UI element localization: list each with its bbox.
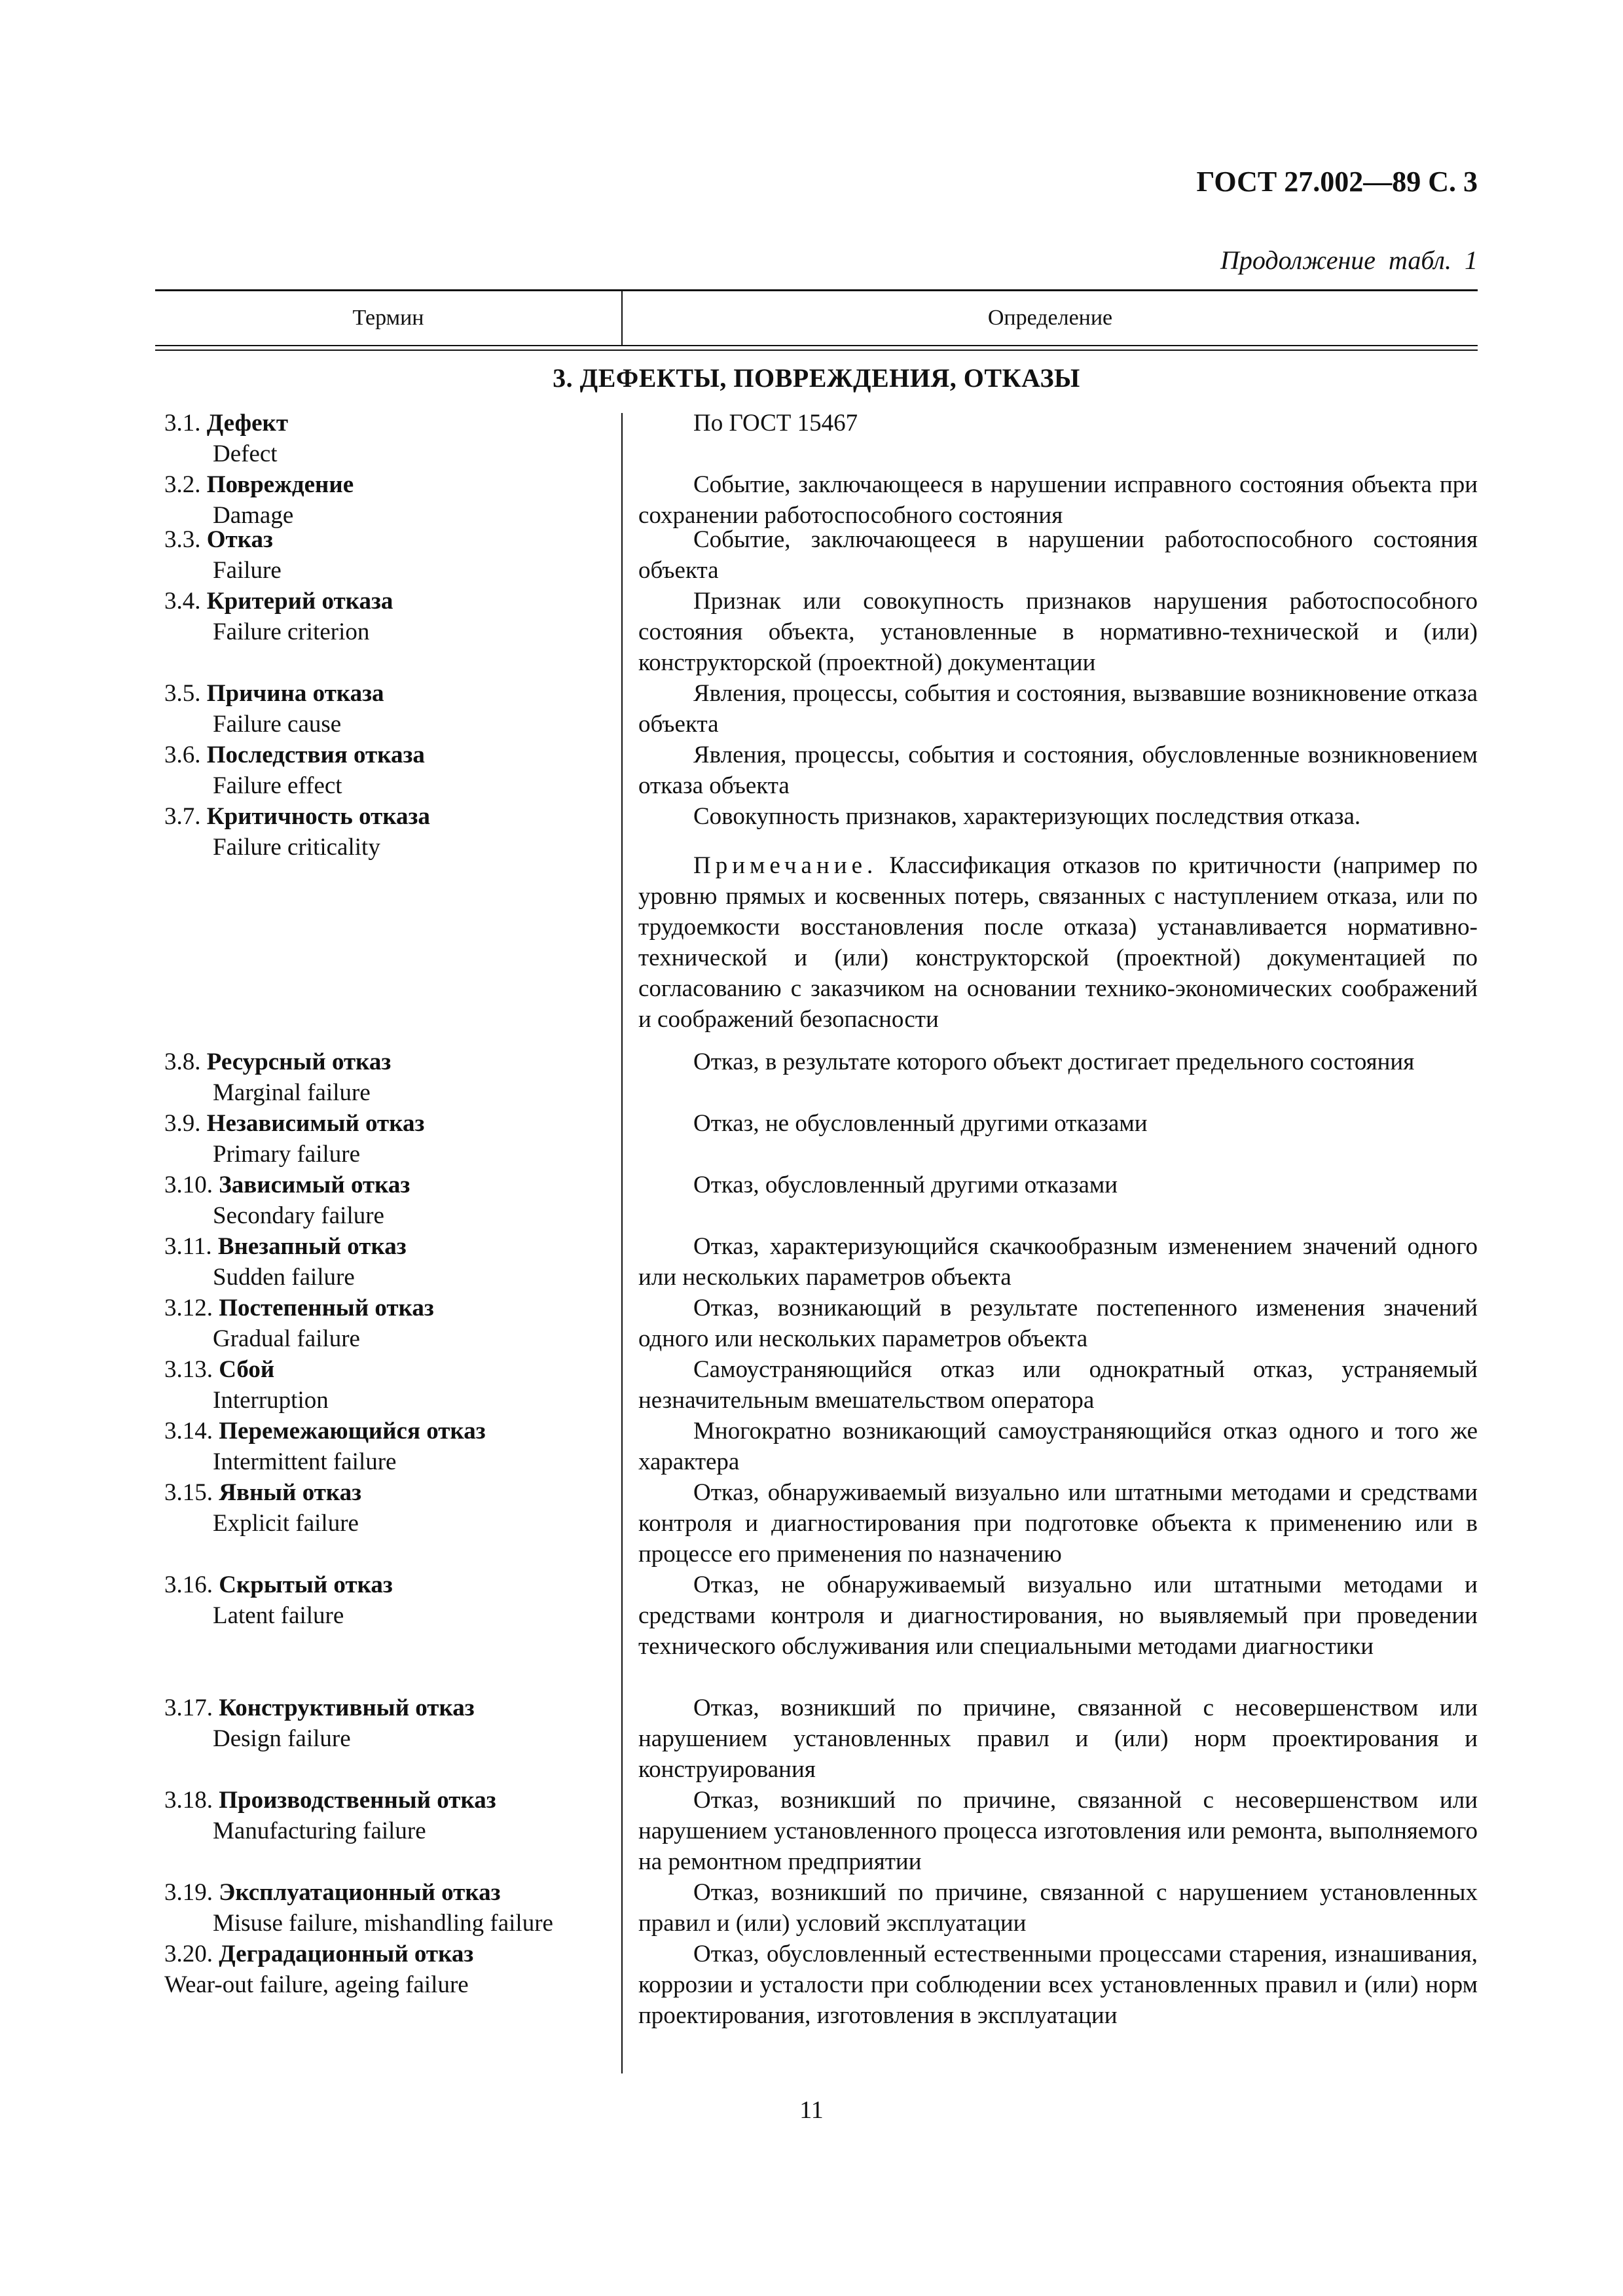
term-cell: [155, 740, 621, 801]
definition-cell: Признак или совокупность признаков нарушения работоспособного состояния объекта, установленные в нормативно-технической и (или) конструкторской (проектной) документации: [638, 588, 1478, 676]
definition-cell: Явления, процессы, события и состояния, обусловленные возникновением отказа объекта: [638, 742, 1478, 799]
table-body: [155, 408, 1478, 2062]
column-header-definition: Определение: [621, 291, 1478, 345]
term-number: 3.7.: [164, 803, 201, 830]
definition-cell: Отказ, обнаруживаемый визуально или штатными методами и средствами контроля и диагностирования при подготовке объекта к применению или в процессе его применения по назначению: [638, 1479, 1478, 1568]
definition-cell: Отказ, не обусловленный другими отказами: [693, 1110, 1148, 1137]
definition-cell: Отказ, в результате которого объект достигает предельного состояния: [693, 1049, 1415, 1075]
document-reference: ГОСТ 27.002—89 С. 3: [1196, 166, 1478, 198]
header-double-rule: [155, 345, 1478, 351]
term-english: Marginal failure: [213, 1079, 371, 1106]
term-english: Gradual failure: [213, 1325, 360, 1352]
term-number: 3.2.: [164, 471, 201, 498]
term-english: Latent failure: [213, 1602, 344, 1629]
term-number: 3.12.: [164, 1295, 213, 1321]
term-english: Primary failure: [213, 1141, 360, 1168]
term-cell: [155, 1416, 621, 1477]
term-russian: Перемежающийся отказ: [219, 1418, 486, 1444]
table-row: [155, 586, 1478, 678]
term-english: Failure effect: [213, 772, 342, 799]
table-row: [155, 1108, 1478, 1170]
table-row: [155, 1877, 1478, 1939]
term-cell: [155, 1293, 621, 1354]
term-number: 3.3.: [164, 526, 201, 553]
term-russian: Критерий отказа: [206, 588, 393, 615]
term-english: Secondary failure: [213, 1202, 384, 1229]
table-row: [155, 524, 1478, 586]
definition-cell: Отказ, не обнаруживаемый визуально или штатными методами и средствами контроля и диагностирования, но выявляемый при проведении технического обслуживания или специальными методами диагностики: [638, 1571, 1478, 1660]
term-english: Damage: [213, 502, 294, 529]
table-row: [155, 1785, 1478, 1877]
term-russian: Независимый отказ: [206, 1110, 425, 1137]
term-cell: [155, 1570, 621, 1693]
term-russian: Последствия отказа: [206, 742, 425, 768]
table-row: [155, 1293, 1478, 1354]
term-english: Wear-out failure, ageing failure: [164, 1971, 469, 1998]
table-row: [155, 1170, 1478, 1231]
note-paragraph: [638, 850, 1478, 1035]
definition-cell: Отказ, обусловленный естественными процессами старения, изнашивания, коррозии и усталости при соблюдении всех установленных правил и (или) норм проектирования, изготовления в эксплуатации: [638, 1941, 1478, 2029]
definition-cell: Отказ, возникший по причине, связанной с несовершенством или нарушением установленного процесса изготовления или ремонта, выполняемого на ремонтном предприятии: [638, 1787, 1478, 1875]
page-number: 11: [799, 2096, 824, 2124]
term-number: 3.20.: [164, 1941, 213, 1967]
term-cell: [155, 801, 621, 1047]
terms-table: [155, 289, 1478, 2062]
definition-cell: Отказ, возникший по причине, связанной с несовершенством или нарушением установленных правил и (или) норм проектирования и конструирования: [638, 1695, 1478, 1783]
term-english: Failure cause: [213, 711, 342, 738]
term-cell: [155, 586, 621, 678]
term-russian: Производственный отказ: [219, 1787, 496, 1814]
definition-cell: Многократно возникающий самоустраняющийся отказ одного и того же характера: [638, 1418, 1478, 1475]
term-russian: Дефект: [206, 410, 289, 437]
definition-cell: Отказ, возникший по причине, связанной с нарушением установленных правил и (или) условий эксплуатации: [638, 1879, 1478, 1937]
term-russian: Скрытый отказ: [219, 1571, 393, 1598]
definition-cell: Самоустраняющийся отказ или однократный отказ, устраняемый незначительным вмешательством оператора: [638, 1356, 1478, 1414]
term-cell: [155, 1231, 621, 1293]
term-russian: Эксплуатационный отказ: [219, 1879, 501, 1906]
term-russian: Сбой: [219, 1356, 275, 1383]
term-number: 3.14.: [164, 1418, 213, 1444]
table-row: [155, 740, 1478, 801]
table-row: [155, 1570, 1478, 1693]
definition-cell: Явления, процессы, события и состояния, вызвавшие возникновение отказа объекта: [638, 680, 1478, 738]
term-number: 3.18.: [164, 1787, 213, 1814]
term-cell: [155, 1170, 621, 1231]
term-cell: [155, 1939, 621, 2062]
term-number: 3.8.: [164, 1049, 201, 1075]
term-number: 3.19.: [164, 1879, 213, 1906]
term-english: Defect: [213, 440, 278, 467]
table-row: [155, 1231, 1478, 1293]
term-russian: Конструктивный отказ: [219, 1695, 475, 1721]
term-cell: [155, 469, 621, 529]
term-number: 3.16.: [164, 1571, 213, 1598]
definition-cell: Отказ, возникающий в результате постепенного изменения значений одного или нескольких параметров объекта: [638, 1295, 1478, 1352]
term-english: Failure criticality: [213, 834, 380, 861]
term-russian: Деградационный отказ: [219, 1941, 474, 1967]
term-number: 3.11.: [164, 1233, 212, 1260]
definition-cell: Событие, заключающееся в нарушении исправного состояния объекта при сохранении работоспособного состояния: [638, 471, 1478, 529]
term-russian: Причина отказа: [206, 680, 384, 707]
term-english: Interruption: [213, 1387, 329, 1414]
term-number: 3.6.: [164, 742, 201, 768]
term-number: 3.17.: [164, 1695, 213, 1721]
term-cell: [155, 1877, 621, 1939]
term-cell: [155, 1354, 621, 1416]
term-number: 3.9.: [164, 1110, 201, 1137]
term-number: 3.5.: [164, 680, 201, 707]
term-english: Sudden failure: [213, 1264, 355, 1291]
term-cell: [155, 1047, 621, 1108]
term-cell: [155, 408, 621, 467]
term-english: Design failure: [213, 1725, 351, 1752]
term-english: Manufacturing failure: [213, 1818, 426, 1844]
table-row: [155, 1477, 1478, 1570]
term-english: Failure: [213, 557, 282, 584]
term-russian: Повреждение: [206, 471, 354, 498]
term-number: 3.15.: [164, 1479, 213, 1506]
term-cell: [155, 1108, 621, 1170]
term-russian: Ресурсный отказ: [206, 1049, 392, 1075]
term-russian: Отказ: [206, 526, 273, 553]
table-header: [155, 289, 1478, 345]
term-english: Intermittent failure: [213, 1448, 397, 1475]
term-number: 3.1.: [164, 410, 201, 437]
table-row: [155, 463, 1478, 529]
table-row: [155, 1939, 1478, 2062]
term-number: 3.4.: [164, 588, 201, 615]
table-row: [155, 801, 1478, 1047]
table-row: [155, 1354, 1478, 1416]
column-header-term: Термин: [352, 306, 424, 330]
definition-cell: Совокупность признаков, характеризующих последствия отказа. Примечание. Классификация отказов по критичности (например по уровню прямых и косвенных потерь, связанных с наступлением отказа, или по трудоемкости восстановления после отказа) устанавливается нормативно-технической и (или) конструкторской (проектной) документацией по согласованию с заказчиком на основании технико-экономических соображений и соображений безопасности: [621, 801, 1478, 1047]
term-english: Failure criterion: [213, 619, 370, 645]
term-cell: [155, 1477, 621, 1570]
definition-cell: Отказ, обусловленный другими отказами: [693, 1172, 1118, 1198]
term-cell: [155, 678, 621, 740]
term-cell: [155, 524, 621, 586]
definition-cell: Событие, заключающееся в нарушении работоспособного состояния объекта: [638, 526, 1478, 584]
term-russian: Зависимый отказ: [219, 1172, 410, 1198]
table-continuation-label: Продолжение табл. 1: [1220, 245, 1478, 275]
table-row: [155, 408, 1478, 467]
term-number: 3.13.: [164, 1356, 213, 1383]
term-number: 3.10.: [164, 1172, 213, 1198]
section-title: 3. ДЕФЕКТЫ, ПОВРЕЖДЕНИЯ, ОТКАЗЫ: [553, 363, 1080, 393]
term-russian: Явный отказ: [219, 1479, 362, 1506]
term-russian: Постепенный отказ: [219, 1295, 434, 1321]
term-cell: [155, 1785, 621, 1877]
table-row: [155, 1693, 1478, 1785]
note-label: Примечание.: [693, 852, 878, 879]
term-cell: [155, 1693, 621, 1785]
note-text: Классификация отказов по критичности (например по уровню прямых и косвенных потерь, связанных с наступлением отказа, или по трудоемкости восстановления после отказа) устанавливается нормативно-технической и (или) конструкторской (проектной) документацией по согласованию с заказчиком на основании технико-экономических соображений и соображений безопасности: [638, 852, 1478, 1033]
term-russian: Критичность отказа: [206, 803, 430, 830]
definition-cell: Отказ, характеризующийся скачкообразным изменением значений одного или нескольких параметров объекта: [638, 1233, 1478, 1291]
term-english: Misuse failure, mishandling failure: [213, 1910, 553, 1937]
table-row: [155, 678, 1478, 740]
term-russian: Внезапный отказ: [217, 1233, 407, 1260]
table-row: [155, 1416, 1478, 1477]
table-row: [155, 1047, 1478, 1108]
term-english: Explicit failure: [213, 1510, 359, 1537]
definition-cell: По ГОСТ 15467: [693, 410, 858, 437]
